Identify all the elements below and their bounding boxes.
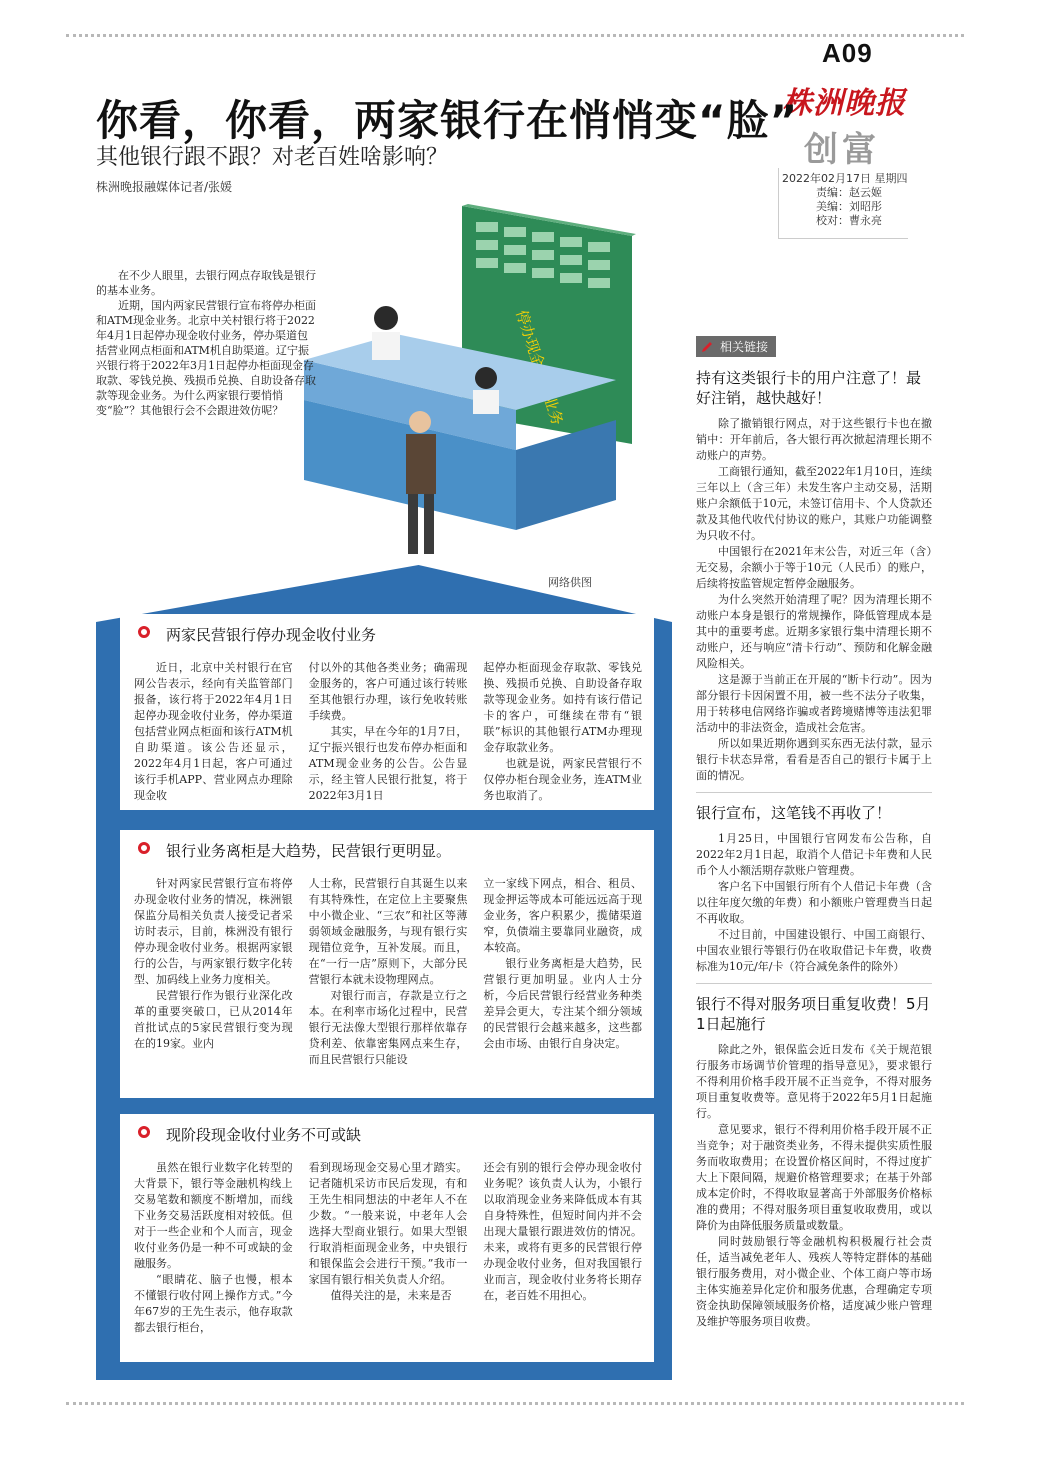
top-rule xyxy=(66,34,964,37)
section-bullet-icon xyxy=(138,842,150,854)
section-card-3 xyxy=(120,1114,654,1362)
paragraph: 民营银行作为银行业深化改革的重要突破口，已从2014年首批试点的5家民营银行变为现在的19家。业内 xyxy=(134,989,293,1050)
image-credit: 网络供图 xyxy=(548,576,592,589)
section-card-2 xyxy=(120,830,654,1098)
text-column xyxy=(309,876,468,1068)
issue-date: 2022年02月17日 星期四 xyxy=(782,172,908,185)
section-card-1 xyxy=(120,614,654,810)
customer xyxy=(409,411,431,433)
sidebar-paragraph: 意见要求，银行不得利用价格手段开展不正当竞争；对于融资类业务，不得未提供实质性服务而收取费用；在设置价格区间时，不得过度扩大上下限间隔，规避价格管理要求；在基于外部成本定价时，不得收取显著高于外部服务价格标准的费用；不得对服务项目重复收取费用，或以降价为由降低服务质量或数量。 xyxy=(696,1122,932,1232)
related-links-tag xyxy=(696,336,776,357)
sidebar-paragraph: 工商银行通知，截至2022年1月10日，连续三年以上（含三年）未发生客户主动交易，活期账户余额低于10元，未签订信用卡、个人贷款还款及其他代收代付协议的账户，其账户功能调整为只收不付。 xyxy=(696,464,932,542)
section-title: 现阶段现金收付业务不可或缺 xyxy=(166,1126,362,1144)
sidebar-paragraph: 1月25日，中国银行官网发布公告称，自2022年2月1日起，取消个人借记卡年费和人民币个人小额活期存款账户管理费。 xyxy=(696,831,932,877)
paragraph: 还会有别的银行会停办现金收付业务呢？该负责人认为，小银行以取消现金业务来降低成本有其自身特殊性，但短时间内并不会出现大量银行跟进效仿的情况。未来，或将有更多的民营银行停办现金收付业务，但对我国银行业而言，现金收付业务将长期存在，老百姓不用担心。 xyxy=(483,1161,643,1302)
sidebar-heading: 银行宣布，这笔钱不再收了！ xyxy=(696,803,892,822)
related-links-sidebar xyxy=(696,336,932,1330)
sidebar-paragraph: 为什么突然开始清理了呢？因为清理长期不动账户本身是银行的常规操作，降低管理成本是其中的重要考虑。近期多家银行集中清理长期不动账户，还与响应“清卡行动”、预防和化解金融风险相关。 xyxy=(696,592,932,670)
paragraph: 对银行而言，存款是立行之本。在利率市场化过程中，民营银行无法像大型银行那样依靠存贷利差、依靠密集网点来生存，而且民营银行只能设 xyxy=(308,989,468,1066)
text-column xyxy=(483,1160,642,1336)
paragraph: 看到现场现金交易心里才踏实。记者随机采访市民后发现，有和王先生相同想法的中老年人不在少数。“一般来说，中老年人会选择大型商业银行。如果大型银行取消柜面现金业务，中央银行和银保监会会进行干预。”我市一家国有银行相关负责人介绍。 xyxy=(308,1161,468,1286)
paragraph: 也就是说，两家民营银行不仅停办柜台现金业务，连ATM业务也取消了。 xyxy=(483,757,643,802)
intro-text xyxy=(96,268,316,418)
paragraph: 虽然在银行业数字化转型的大背景下，银行等金融机构线上交易笔数和额度不断增加，而线下业务交易活跃度相对较低。但对于一些企业和个人而言，现金收付业务仍是一种不可或缺的金融服务。 xyxy=(134,1161,293,1270)
sidebar-paragraph: 所以如果近期你遇到买东西无法付款，显示银行卡状态异常，看看是否自己的银行卡属于上面的情况。 xyxy=(696,736,932,782)
paragraph: 起停办柜面现金存取款、零钱兑换、残损币兑换、自助设备存取款等现金业务。如持有该行借记卡的客户，可继续在带有“银联”标识的其他银行ATM办理现金存取款业务。 xyxy=(483,661,643,754)
masthead-logo: 株洲晚报 xyxy=(782,86,906,121)
section-bullet-icon xyxy=(138,626,150,638)
tag-label: 相关链接 xyxy=(720,340,769,354)
text-column xyxy=(134,660,293,804)
sidebar-paragraph: 不过目前，中国建设银行、中国工商银行、中国农业银行等银行仍在收取借记卡年费，收费标准为10元/年/卡（符合减免条件的除外） xyxy=(696,927,932,973)
sidebar-paragraph: 这是源于当前正在开展的“断卡行动”。因为部分银行卡因闲置不用，被一些不法分子收集，用于转移电信网络诈骗或者跨境赌博等违法犯罪活动中的非法资金，造成社会危害。 xyxy=(696,672,932,734)
sidebar-paragraph: 中国银行在2021年末公告，对近三年（含）无交易，余额小于等于10元（人民币）的账户，后续将按监管规定暂停金融服务。 xyxy=(696,544,932,590)
section-name: 创富 xyxy=(804,130,880,170)
text-column xyxy=(309,660,468,804)
text-column xyxy=(309,1160,468,1336)
paragraph: 近日，北京中关村银行在官网公告表示，经向有关监管部门报备，该行将于2022年4月1日起停办现金收付业务，停办渠道包括营业网点柜面和该行ATM机自助渠道。该公告还显示，2022年4月1日起，客户可通过该行手机APP、营业网点办理除现金收 xyxy=(134,661,293,802)
text-column xyxy=(134,876,293,1068)
paragraph: 人士称，民营银行自其诞生以来有其特殊性，在定位上主要聚焦中小微企业、“三农”和社区等薄弱领域金融服务，与现有银行实现错位竞争，互补发展。而且，在“一行一店”原则下，大部分民营银行本就未设物理网点。 xyxy=(308,877,468,986)
sidebar-paragraph: 除此之外，银保监会近日发布《关于规范银行服务市场调节价管理的指导意见》，要求银行不得利用价格手段开展不正当竞争，不得对服务项目重复收费等。意见将于2022年5月1日起施行。 xyxy=(696,1042,932,1120)
teller-2 xyxy=(475,367,497,389)
sidebar-heading: 银行不得对服务项目重复收费！5月1日起施行 xyxy=(696,994,931,1033)
text-column xyxy=(483,660,642,804)
paragraph: 值得关注的是，未来是否 xyxy=(330,1289,452,1302)
text-column xyxy=(134,1160,293,1336)
subheadline: 其他银行跟不跟？对老百姓啥影响？ xyxy=(96,145,449,170)
sidebar-divider xyxy=(696,792,932,793)
paragraph: 立一家线下网点，相合、租员、现金押运等成本可能远远高于现金业务，客户积累少，揽储渠道窄，负债端主要靠同业融资，成本较高。 xyxy=(483,877,643,954)
paragraph: 针对两家民营银行宣布将停办现金收付业务的情况，株洲银保监分局相关负责人接受记者采访时表示，目前，株洲没有银行停办现金收付业务。根据两家银行的公告，与两家银行数字化转型、加码线上业务力度相关。 xyxy=(134,877,293,986)
paragraph: 其实，早在今年的1月7日，辽宁振兴银行也发布停办柜面和ATM现金业务的公告。公告显示，经主管人民银行批复，将于2022年3月1日 xyxy=(308,725,468,802)
art-editor: 美编：刘昭彤 xyxy=(816,200,882,213)
sidebar-paragraph: 除了撤销银行网点，对于这些银行卡也在撤销中：开年前后，各大银行再次掀起清理长期不动账户的声势。 xyxy=(696,416,932,462)
teller-1 xyxy=(374,306,398,330)
page-number: A09 xyxy=(822,38,873,68)
edition-meta xyxy=(782,172,908,228)
sidebar-divider xyxy=(696,983,932,984)
text-column xyxy=(483,876,642,1068)
editor-in-charge: 责编：赵云姬 xyxy=(816,186,882,199)
headline: 你看，你看，两家银行在悄悄变“脸” xyxy=(96,96,799,145)
proofreader: 校对：曹永亮 xyxy=(816,214,882,227)
section-bullet-icon xyxy=(138,1126,150,1138)
section-title: 两家民营银行停办现金收付业务 xyxy=(166,626,377,644)
meta-underline xyxy=(778,238,908,239)
sidebar-paragraph: 客户名下中国银行所有个人借记卡年费（含以往年度欠缴的年费）和小额账户管理费当日起不再收取。 xyxy=(696,879,932,925)
section-title: 银行业务离柜是大趋势，民营银行更明显。 xyxy=(166,842,452,860)
sidebar-paragraph: 同时鼓励银行等金融机构积极履行社会责任，适当减免老年人、残疾人等特定群体的基础银行服务费用，对小微企业、个体工商户等市场主体实施差异化定价和服务优惠，合理确定专项资金执助保障领域服务价格，适度减少账户管理及维护等服务项目收费。 xyxy=(696,1234,932,1328)
paragraph: 付以外的其他各类业务；确需现金服务的，客户可通过该行转账至其他银行办理，该行免收转账手续费。 xyxy=(308,661,468,722)
meta-divider xyxy=(778,168,779,238)
byline: 株洲晚报融媒体记者/张媛 xyxy=(96,180,233,194)
pen-icon xyxy=(700,340,714,354)
paragraph: “眼睛花、脑子也慢，根本不懂银行收付网上操作方式。”今年67岁的王先生表示，他存取款都去银行柜台， xyxy=(134,1273,293,1334)
paragraph: 银行业务离柜是大趋势，民营银行更加明显。业内人士分析，今后民营银行经营业务种类差异会更大，专注某个细分领域的民营银行会越来越多，这些都会由市场、由银行自身决定。 xyxy=(483,957,643,1050)
intro-paragraph: 在不少人眼里，去银行网点存取钱是银行的基本业务。 xyxy=(96,269,316,297)
intro-paragraph: 近期，国内两家民营银行宣布将停办柜面和ATM现金业务。北京中关村银行将于2022年4月1日起停办现金收付业务，停办渠道包括营业网点柜面和ATM机自助渠道。辽宁振兴银行将于2022年3月1日起停办柜面现金存取款、零钱兑换、残损币兑换、自助设备存取款等现金业务。为什么两家银行要悄悄变“脸”？其他银行会不会跟进效仿呢？ xyxy=(96,299,316,417)
bottom-rule xyxy=(66,1402,964,1405)
sidebar-heading: 持有这类银行卡的用户注意了！最好注销，越快越好！ xyxy=(696,368,922,407)
